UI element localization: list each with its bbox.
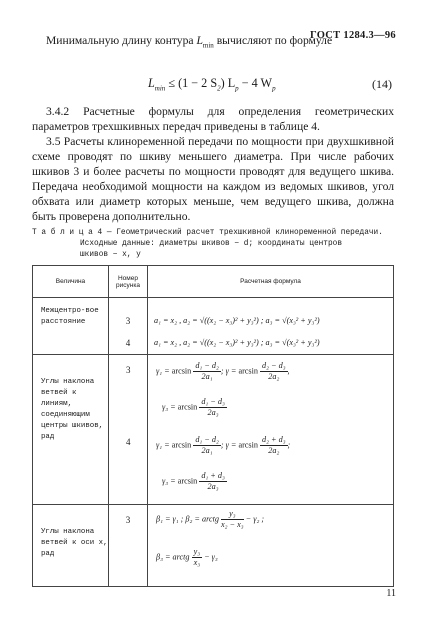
formula-number: (14) — [372, 77, 392, 91]
formula-branch-angles — [148, 355, 394, 505]
row-figure-3-4: 3 4 — [109, 298, 148, 355]
table-caption-line3: шкивов − x, y — [80, 251, 141, 259]
formula-axis-angles — [148, 505, 394, 587]
intro-paragraph — [32, 33, 394, 53]
gamma-line-1: γ₁ = arcsin $\frac{\text{d₁ − d₂}}{\text{2a₁}}$ ; γ = arcsin $\frac{\text{d₂ − d₃}}{\text{2a₂}}$ , — [156, 361, 290, 381]
row-figure-3-4b: 3 4 — [109, 355, 148, 505]
gamma-line-2: γ₃ = arcsin $\frac{\text{d₁ − d₃}}{\text{2a₃}}$ — [162, 397, 225, 417]
gamma-line-4: γ₃ = arcsin $\frac{\text{d₁ + d₃}}{\text{2a₃}}$ — [162, 471, 225, 491]
page-number: 11 — [386, 588, 396, 599]
intro-sub: min — [202, 41, 214, 50]
intro-text: Минимальную длину контура L — [46, 34, 203, 47]
page-header: ГОСТ 1284.3—96 — [309, 30, 396, 41]
table-caption-line1: Т а б л и ц а 4 — Геометрический расчет трехшкивной клиноременной передачи. — [32, 229, 383, 237]
row-figure-3c: 3 — [109, 505, 148, 587]
header-figure: Номер рисунка — [109, 266, 148, 298]
beta-line-1: β₁ = γ₁ ; β₂ = arctg $\frac{\text{y₃}}{\text{x₂ − x₃}}$ − γ₂ ; — [156, 509, 265, 529]
header-quantity: Величина — [33, 266, 109, 298]
table-caption-line2: Исходные данные: диаметры шкивов − d; координаты центров — [80, 240, 343, 248]
paragraph-3-5: 3.5 Расчеты клиноременной передачи по мощности при двухшкивной схеме проводят по шкиву меньшего диаметра. При числе рабочих шкивов 3 и более расчеты по мощности проводят для ведущего шкива. Передача необходимой мощности на каждом из ведомых шкивов, угол обхвата или диаметр которых меньше, чем ведущего шкива, должна быть проверена дополнительно. — [32, 135, 394, 223]
gamma-line-3: γ₁ = arcsin $\frac{\text{d₁ − d₂}}{\text{2a₁}}$ ; γ = arcsin $\frac{\text{d₂ + d₃}}{\text{2a₂}}$ ; — [156, 435, 291, 455]
formula-14: $L_{min} \le (1 - 2$ $S_2$) $L_p - 4$ $W_p$ — [148, 76, 276, 93]
header-formula: Расчетная формула — [148, 266, 394, 298]
paragraph-3-4-2: 3.4.2 Расчетные формулы для определения геометрических параметров трехшкивных передач приведены в таблице 4. — [32, 105, 394, 133]
formula-center-distances: a₁ = x₂ , a₂ = √((x₂ − x₃)² + y₃²) ; a₃ = √(x₃² + y₃²) a₁ = x₂ , a₂ = √((x₂ − x₃)² + y₃²) ; a₃ = √(x₃² + y₃²) — [148, 298, 394, 355]
beta-line-2: β₃ = arctg $\frac{\text{y₃}}{\text{x₃}}$ − γ₃ — [156, 547, 218, 567]
row-label-center-distance: Межцентро-вое расстояние — [33, 298, 109, 355]
row-label-branch-angles: Углы наклона ветвей к линиям, соединяющим центры шкивов, рад — [33, 355, 109, 505]
row-label-axis-angles: Углы наклона ветвей к оси x, рад — [33, 505, 109, 587]
table-4 — [32, 265, 394, 587]
intro-tail: вычисляют по формуле — [213, 34, 333, 47]
